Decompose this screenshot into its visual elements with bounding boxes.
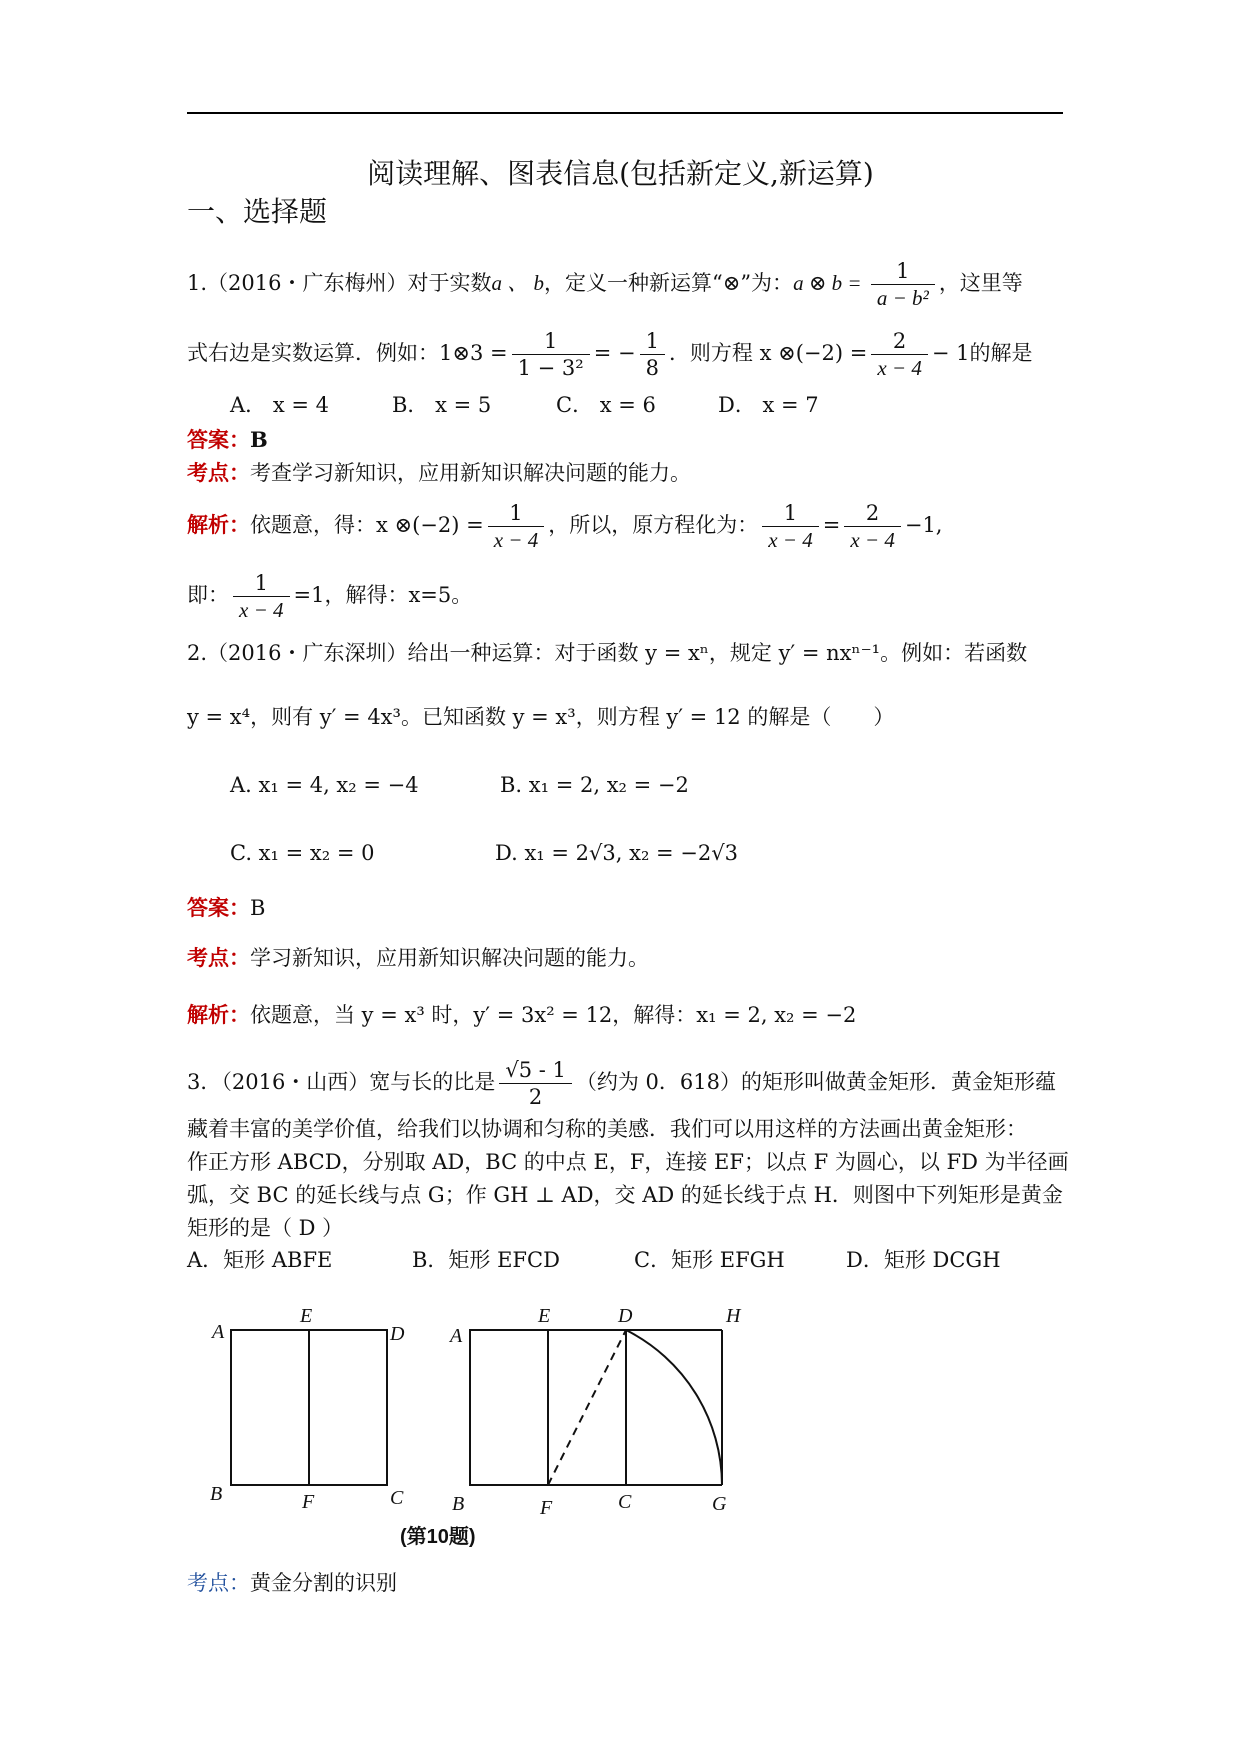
point-label: 考点： xyxy=(187,1571,250,1595)
q3-text: （约为 0．618）的矩形叫做黄金矩形．黄金矩形蕴 xyxy=(575,1070,1056,1094)
q1-line2 xyxy=(187,328,1032,381)
figure-caption: (第10题) xyxy=(400,1526,476,1548)
q1-def: a ⊗ b = xyxy=(793,271,867,295)
q2-option-d: D. x₁ = 2√3, x₂ = −2√3 xyxy=(495,841,739,865)
arc-dg xyxy=(626,1330,722,1485)
q3-ratio-fraction xyxy=(499,1057,572,1110)
q1-example-fraction xyxy=(512,328,590,381)
point-label: 考点： xyxy=(187,460,250,485)
q2-option-b: B. x₁ = 2, x₂ = −2 xyxy=(500,773,689,797)
analysis-text: 依题意，得：x ⊗(−2) = xyxy=(250,513,484,537)
q1-def-fraction xyxy=(871,258,935,311)
label-a-right: A xyxy=(450,1325,463,1347)
fraction-numerator: √5 - 1 xyxy=(499,1057,572,1084)
page-title: 阅读理解、图表信息(包括新定义,新运算) xyxy=(367,157,874,190)
q3-line1 xyxy=(187,1057,1056,1110)
q2-option-c: C. x₁ = x₂ = 0 xyxy=(230,841,375,865)
fraction-denominator: 1 − 3² xyxy=(517,356,584,380)
q3-option-c: C．矩形 EFGH xyxy=(634,1248,785,1272)
label-e-left: E xyxy=(300,1305,313,1327)
answer-value: B xyxy=(250,427,268,452)
fraction-denominator: x − 4 xyxy=(850,528,895,552)
dashed-segment-fd xyxy=(548,1330,626,1485)
fraction-numerator: 2 xyxy=(844,500,901,527)
analysis-text: ，所以，原方程化为： xyxy=(548,513,759,537)
fraction-denominator: x − 4 xyxy=(768,528,813,552)
answer-label: 答案： xyxy=(187,427,250,452)
label-g-right: G xyxy=(712,1493,727,1515)
fraction-denominator: x − 4 xyxy=(239,598,284,622)
q1-conclusion xyxy=(187,570,472,623)
q1-text: 1.（2016・广东梅州）对于实数 xyxy=(187,271,492,295)
point-label: 考点： xyxy=(187,945,250,970)
fraction-numerator: 1 xyxy=(512,328,590,355)
fraction-numerator: 2 xyxy=(871,328,928,355)
analysis-text: = xyxy=(822,513,841,537)
q1-vars: a 、 b xyxy=(491,271,544,295)
q2-point xyxy=(187,943,649,973)
q2-analysis xyxy=(187,1000,856,1030)
q3-option-b: B．矩形 EFCD xyxy=(412,1248,560,1272)
analysis-text: −1, xyxy=(904,513,943,537)
q3-line5: 矩形的是（ D ） xyxy=(187,1216,344,1240)
label-h-right: H xyxy=(726,1305,741,1327)
q2-line2: y = x⁴，则有 y′ = 4x³。已知函数 y = x³，则方程 y′ = 12 的解是（ ） xyxy=(187,705,895,729)
q1-text: 式右边是实数运算．例如：1⊗3 = xyxy=(187,341,508,365)
analysis-label: 解析： xyxy=(187,1002,250,1027)
q2-line1: 2.（2016・广东深圳）给出一种运算：对于函数 y = xⁿ，规定 y′ = nxⁿ⁻¹。例如：若函数 xyxy=(187,641,1028,665)
q1-text: ，这里等 xyxy=(938,271,1023,295)
q3-option-a: A．矩形 ABFE xyxy=(187,1248,333,1272)
label-b-left: B xyxy=(210,1483,223,1505)
fraction-numerator: 1 xyxy=(640,328,665,355)
answer-value: B xyxy=(250,896,266,920)
fraction-denominator: 8 xyxy=(645,356,659,380)
q3-line4: 弧，交 BC 的延长线与点 G；作 GH ⊥ AD，交 AD 的延长线于点 H．则图中下列矩形是黄金 xyxy=(187,1183,1063,1207)
q3-line2: 藏着丰富的美学价值，给我们以协调和匀称的美感．我们可以用这样的方法画出黄金矩形： xyxy=(187,1117,1027,1141)
q1-point xyxy=(187,458,691,488)
q3-point xyxy=(187,1568,397,1598)
label-e-right: E xyxy=(538,1305,551,1327)
label-a-left: A xyxy=(212,1321,225,1343)
q1-example-fraction2 xyxy=(640,328,665,381)
q1-equation-fraction xyxy=(871,328,928,381)
fraction-numerator: 1 xyxy=(762,500,819,527)
top-rule xyxy=(187,112,1063,114)
analysis-fraction3 xyxy=(844,500,901,553)
answer-label: 答案： xyxy=(187,895,250,920)
label-b-right: B xyxy=(452,1493,465,1515)
q1-analysis xyxy=(187,500,942,553)
q2-option-a: A. x₁ = 4, x₂ = −4 xyxy=(230,773,419,797)
q1-option-c: C． x = 6 xyxy=(556,393,656,417)
golden-rectangle-figure xyxy=(200,1300,760,1550)
q1-option-d: D． x = 7 xyxy=(718,393,819,417)
point-text: 学习新知识，应用新知识解决问题的能力。 xyxy=(250,946,649,970)
q1-option-b: B． x = 5 xyxy=(392,393,492,417)
fraction-numerator: 1 xyxy=(871,258,935,285)
fraction-denominator: a − b² xyxy=(876,286,929,310)
q2-answer xyxy=(187,893,265,923)
label-d-left: D xyxy=(390,1323,405,1345)
conclusion-fraction xyxy=(233,570,290,623)
fraction-denominator: 2 xyxy=(528,1085,543,1109)
conclusion-text: 即： xyxy=(187,583,229,607)
q1-option-a: A． x = 4 xyxy=(230,393,329,417)
analysis-text: 依题意，当 y = x³ 时，y′ = 3x² = 12，解得：x₁ = 2, x₂ = −2 xyxy=(250,1003,857,1027)
analysis-fraction2 xyxy=(762,500,819,553)
q3-text: 3．（2016・山西）宽与长的比是 xyxy=(187,1070,496,1094)
analysis-fraction xyxy=(488,500,545,553)
fraction-denominator: x − 4 xyxy=(877,356,922,380)
q1-text: ．则方程 x ⊗(−2) = xyxy=(668,341,868,365)
label-d-right: D xyxy=(618,1305,633,1327)
q1-answer xyxy=(187,425,268,455)
label-f-left: F xyxy=(302,1491,315,1513)
q1-line1 xyxy=(187,258,1023,311)
label-c-right: C xyxy=(618,1491,632,1513)
fraction-numerator: 1 xyxy=(233,570,290,597)
label-f-right: F xyxy=(540,1497,553,1519)
conclusion-text: =1，解得：x=5。 xyxy=(293,583,473,607)
q3-line3: 作正方形 ABCD，分别取 AD，BC 的中点 E，F，连接 EF；以点 F 为圆心，以 FD 为半径画 xyxy=(187,1150,1069,1174)
point-text: 考查学习新知识，应用新知识解决问题的能力。 xyxy=(250,461,691,485)
label-c-left: C xyxy=(390,1487,404,1509)
point-text: 黄金分割的识别 xyxy=(250,1571,397,1595)
fraction-numerator: 1 xyxy=(488,500,545,527)
q3-option-d: D．矩形 DCGH xyxy=(846,1248,1001,1272)
q1-text: ，定义一种新运算“⊗”为： xyxy=(543,271,794,295)
q1-text: − 1的解是 xyxy=(931,341,1033,365)
q1-text: = − xyxy=(593,341,636,365)
analysis-label: 解析： xyxy=(187,512,250,537)
section-heading: 一、选择题 xyxy=(187,195,328,228)
fraction-denominator: x − 4 xyxy=(493,528,539,552)
